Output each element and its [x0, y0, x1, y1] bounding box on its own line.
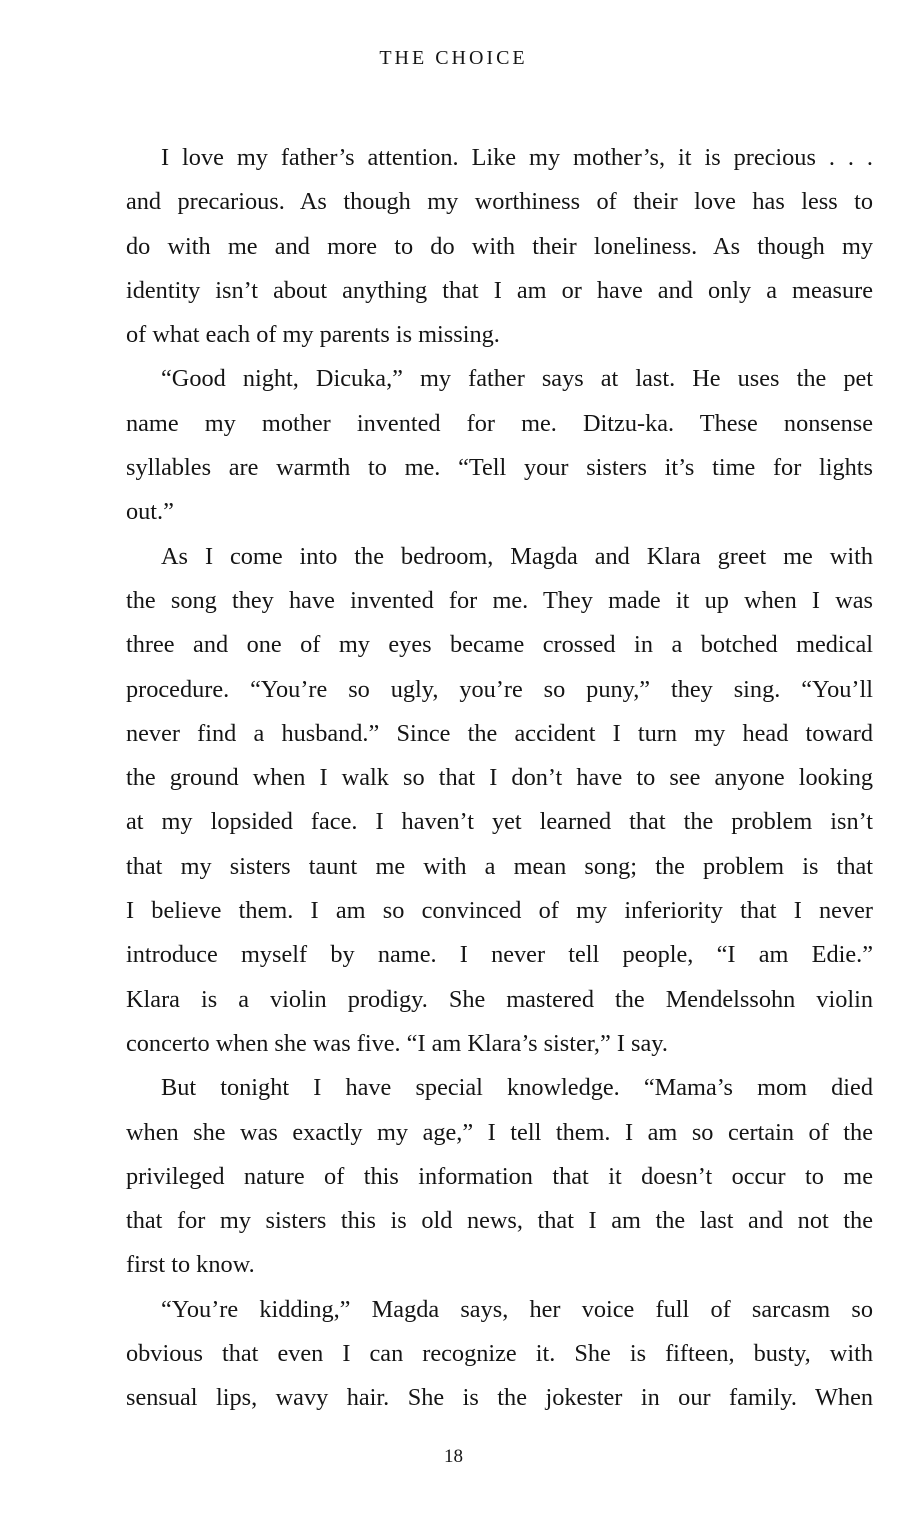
text-line: first to know.: [126, 1251, 255, 1279]
text-line: privileged nature of this information that it doesn’t occur to me: [126, 1162, 873, 1190]
text-line: sensual lips, wavy hair. She is the jokester in our family. When: [126, 1384, 873, 1412]
text-line: out.”: [126, 498, 174, 526]
body-text: [126, 136, 873, 1421]
text-line: and precarious. As though my worthiness of their love has less to: [126, 188, 873, 216]
text-line: when she was exactly my age,” I tell them. I am so certain of the: [126, 1118, 873, 1146]
text-line: never find a husband.” Since the accident I turn my head toward: [126, 719, 873, 747]
text-line: name my mother invented for me. Ditzu-ka. These nonsense: [126, 409, 873, 437]
text-line: the ground when I walk so that I don’t have to see anyone looking: [126, 764, 873, 792]
text-line: at my lopsided face. I haven’t yet learned that the problem isn’t: [126, 808, 873, 836]
text-line: the song they have invented for me. They made it up when I was: [126, 586, 873, 614]
text-line: As I come into the bedroom, Magda and Klara greet me with: [161, 542, 873, 570]
text-line: that my sisters taunt me with a mean song; the problem is that: [126, 852, 873, 880]
text-line: concerto when she was five. “I am Klara’s sister,” I say.: [126, 1029, 668, 1057]
text-line: procedure. “You’re so ugly, you’re so puny,” they sing. “You’ll: [126, 675, 873, 703]
text-line: Klara is a violin prodigy. She mastered the Mendelssohn violin: [126, 985, 873, 1013]
text-line: three and one of my eyes became crossed in a botched medical: [126, 631, 873, 659]
text-line: that for my sisters this is old news, that I am the last and not the: [126, 1207, 873, 1235]
text-line: syllables are warmth to me. “Tell your sisters it’s time for lights: [126, 454, 873, 482]
text-line: “You’re kidding,” Magda says, her voice full of sarcasm so: [161, 1295, 873, 1323]
text-line: obvious that even I can recognize it. She is fifteen, busty, with: [126, 1340, 873, 1368]
running-head: THE CHOICE: [379, 47, 528, 69]
text-line: But tonight I have special knowledge. “Mama’s mom died: [161, 1074, 873, 1102]
text-line: I love my father’s attention. Like my mother’s, it is precious . . .: [161, 144, 873, 171]
text-line: of what each of my parents is missing.: [126, 321, 500, 349]
text-line: I believe them. I am so convinced of my inferiority that I never: [126, 897, 873, 925]
text-line: “Good night, Dicuka,” my father says at last. He uses the pet: [161, 365, 873, 393]
text-line: introduce myself by name. I never tell people, “I am Edie.”: [126, 941, 873, 969]
page-number: 18: [444, 1446, 463, 1467]
text-line: identity isn’t about anything that I am or have and only a measure: [126, 276, 873, 304]
text-line: do with me and more to do with their loneliness. As though my: [126, 232, 873, 260]
